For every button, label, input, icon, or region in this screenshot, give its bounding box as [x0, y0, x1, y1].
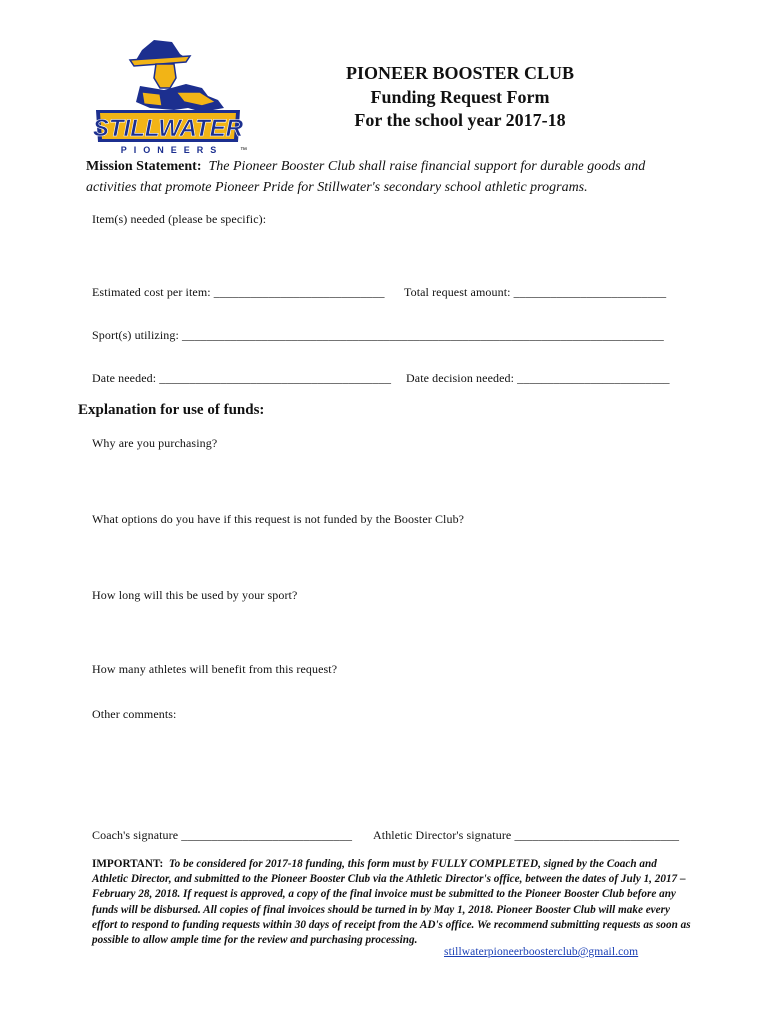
stillwater-pioneers-logo — [90, 38, 246, 156]
date-needed-field[interactable]: Date needed: ______________________________________ — [92, 371, 392, 385]
estimated-cost-field[interactable]: Estimated cost per item: ____________________________ — [92, 285, 385, 299]
important-notice — [92, 857, 692, 948]
pioneer-mascot-icon — [90, 38, 246, 156]
school-year: For the school year 2017-18 — [354, 110, 566, 130]
logo-subtext: PIONEERS — [120, 145, 224, 155]
date-decision-field[interactable]: Date decision needed: _________________________ — [406, 371, 670, 385]
sports-utilizing-field[interactable]: Sport(s) utilizing: _______________________________________________________________________________ — [92, 328, 664, 342]
logo-wordmark-text: STILLWATER — [92, 115, 244, 142]
club-title: PIONEER BOOSTER CLUB — [345, 63, 575, 83]
coach-signature-field[interactable]: Coach's signature ____________________________ — [92, 828, 353, 842]
mission-statement — [86, 156, 696, 198]
mission-text: The Pioneer Booster Club shall raise financial support for durable goods and activities that promote Pioneer Pride for Stillwater's secondary school athletic programs. — [86, 159, 646, 195]
athletic-director-signature-field[interactable]: Athletic Director's signature ___________________________ — [373, 828, 680, 842]
important-label: IMPORTANT: — [92, 858, 164, 870]
total-request-field[interactable]: Total request amount: _________________________ — [404, 285, 667, 299]
explanation-heading: Explanation for use of funds: — [78, 402, 265, 418]
question-how-long-used: How long will this be used by your sport? — [92, 588, 298, 602]
form-title: Funding Request Form — [370, 87, 550, 107]
important-text: To be considered for 2017-18 funding, this form must by FULLY COMPLETED, signed by the Coach and Athletic Director, and submitted to the Pioneer Booster Club via the Athletic Director's office, between the dates of July 1, 2017 – February 28, 2018. If request is approved, a copy of the final invoice must be submitted to the Pioneer Booster Club before any funds will be disbursed. All copies of final invoices should be turned in by May 1, 2018. Pioneer Booster Club will make every effort to respond to funding requests within 30 days of receipt from the AD's office. We recommend submitting requests as soon as possible to allow ample time for the review and purchasing processing. — [92, 858, 691, 947]
contact-email-link[interactable]: stillwaterpioneerboosterclub@gmail.com — [444, 946, 639, 958]
question-options-if-unfunded: What options do you have if this request is not funded by the Booster Club? — [92, 512, 465, 526]
items-needed-label: Item(s) needed (please be specific): — [92, 212, 267, 226]
mission-label: Mission Statement: — [86, 159, 202, 174]
question-how-many-athletes: How many athletes will benefit from this request? — [92, 662, 338, 676]
question-why-purchasing: Why are you purchasing? — [92, 436, 218, 450]
trademark-symbol: ™ — [240, 147, 247, 154]
other-comments-label: Other comments: — [92, 707, 177, 721]
